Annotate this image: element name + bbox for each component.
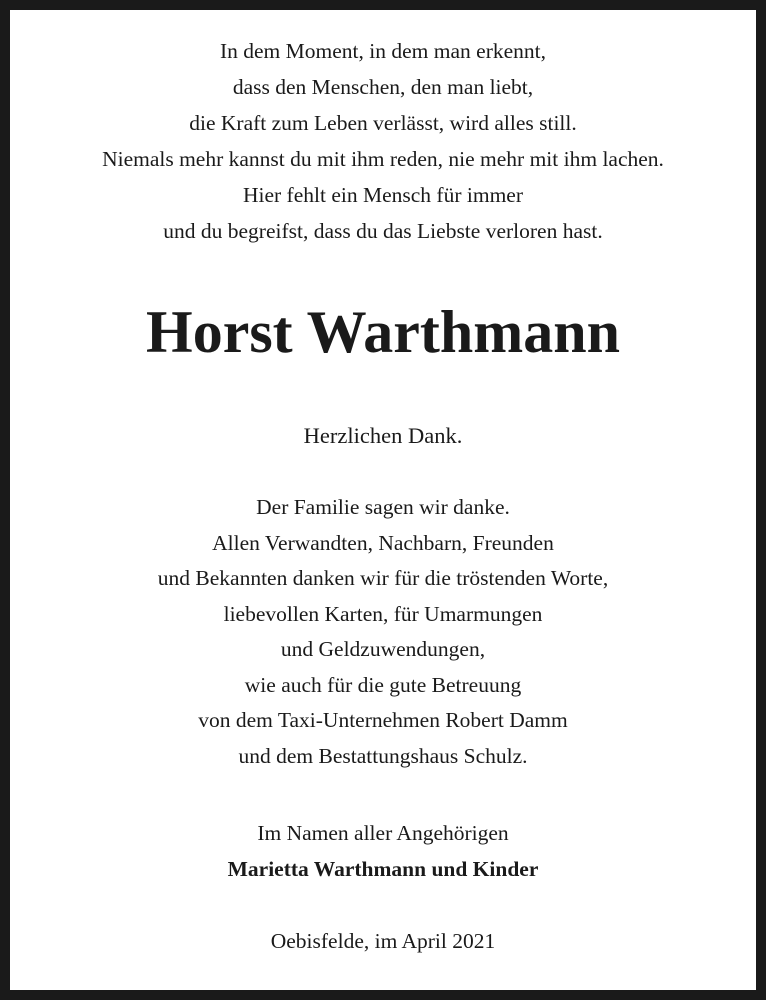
message-line: wie auch für die gute Betreuung [244, 672, 522, 697]
closing-block [10, 815, 756, 887]
poem-block [10, 33, 756, 249]
closing-intro: Im Namen aller Angehörigen [257, 821, 509, 845]
poem-line: die Kraft zum Leben verlässt, wird alles still. [189, 111, 577, 135]
message-line: liebevollen Karten, für Umarmungen [223, 601, 543, 626]
signers: Marietta Warthmann und Kinder [227, 857, 539, 881]
poem-line: Hier fehlt ein Mensch für immer [242, 183, 523, 207]
message-line: und Bekannten danken wir für die tröstenden Worte, [157, 566, 609, 590]
message-line: von dem Taxi-Unternehmen Robert Damm [198, 708, 568, 732]
message-line: Der Familie sagen wir danke. [256, 495, 510, 519]
thanks-message [10, 490, 756, 774]
poem-line: und du begreifst, dass du das Liebste verloren hast. [163, 219, 603, 243]
poem-line: dass den Menschen, den man liebt, [232, 75, 534, 99]
message-line: und dem Bestattungshaus Schulz. [238, 743, 528, 768]
place-date: Oebisfelde, im April 2021 [270, 929, 496, 953]
message-line: Allen Verwandten, Nachbarn, Freunden [212, 530, 554, 555]
poem-line: Niemals mehr kannst du mit ihm reden, nie mehr mit ihm lachen. [102, 147, 664, 171]
thanks-heading: Herzlichen Dank. [303, 423, 463, 448]
message-line: und Geldzuwendungen, [280, 637, 486, 661]
poem-line: In dem Moment, in dem man erkennt, [219, 39, 546, 63]
deceased-name: Horst Warthmann [146, 299, 620, 365]
